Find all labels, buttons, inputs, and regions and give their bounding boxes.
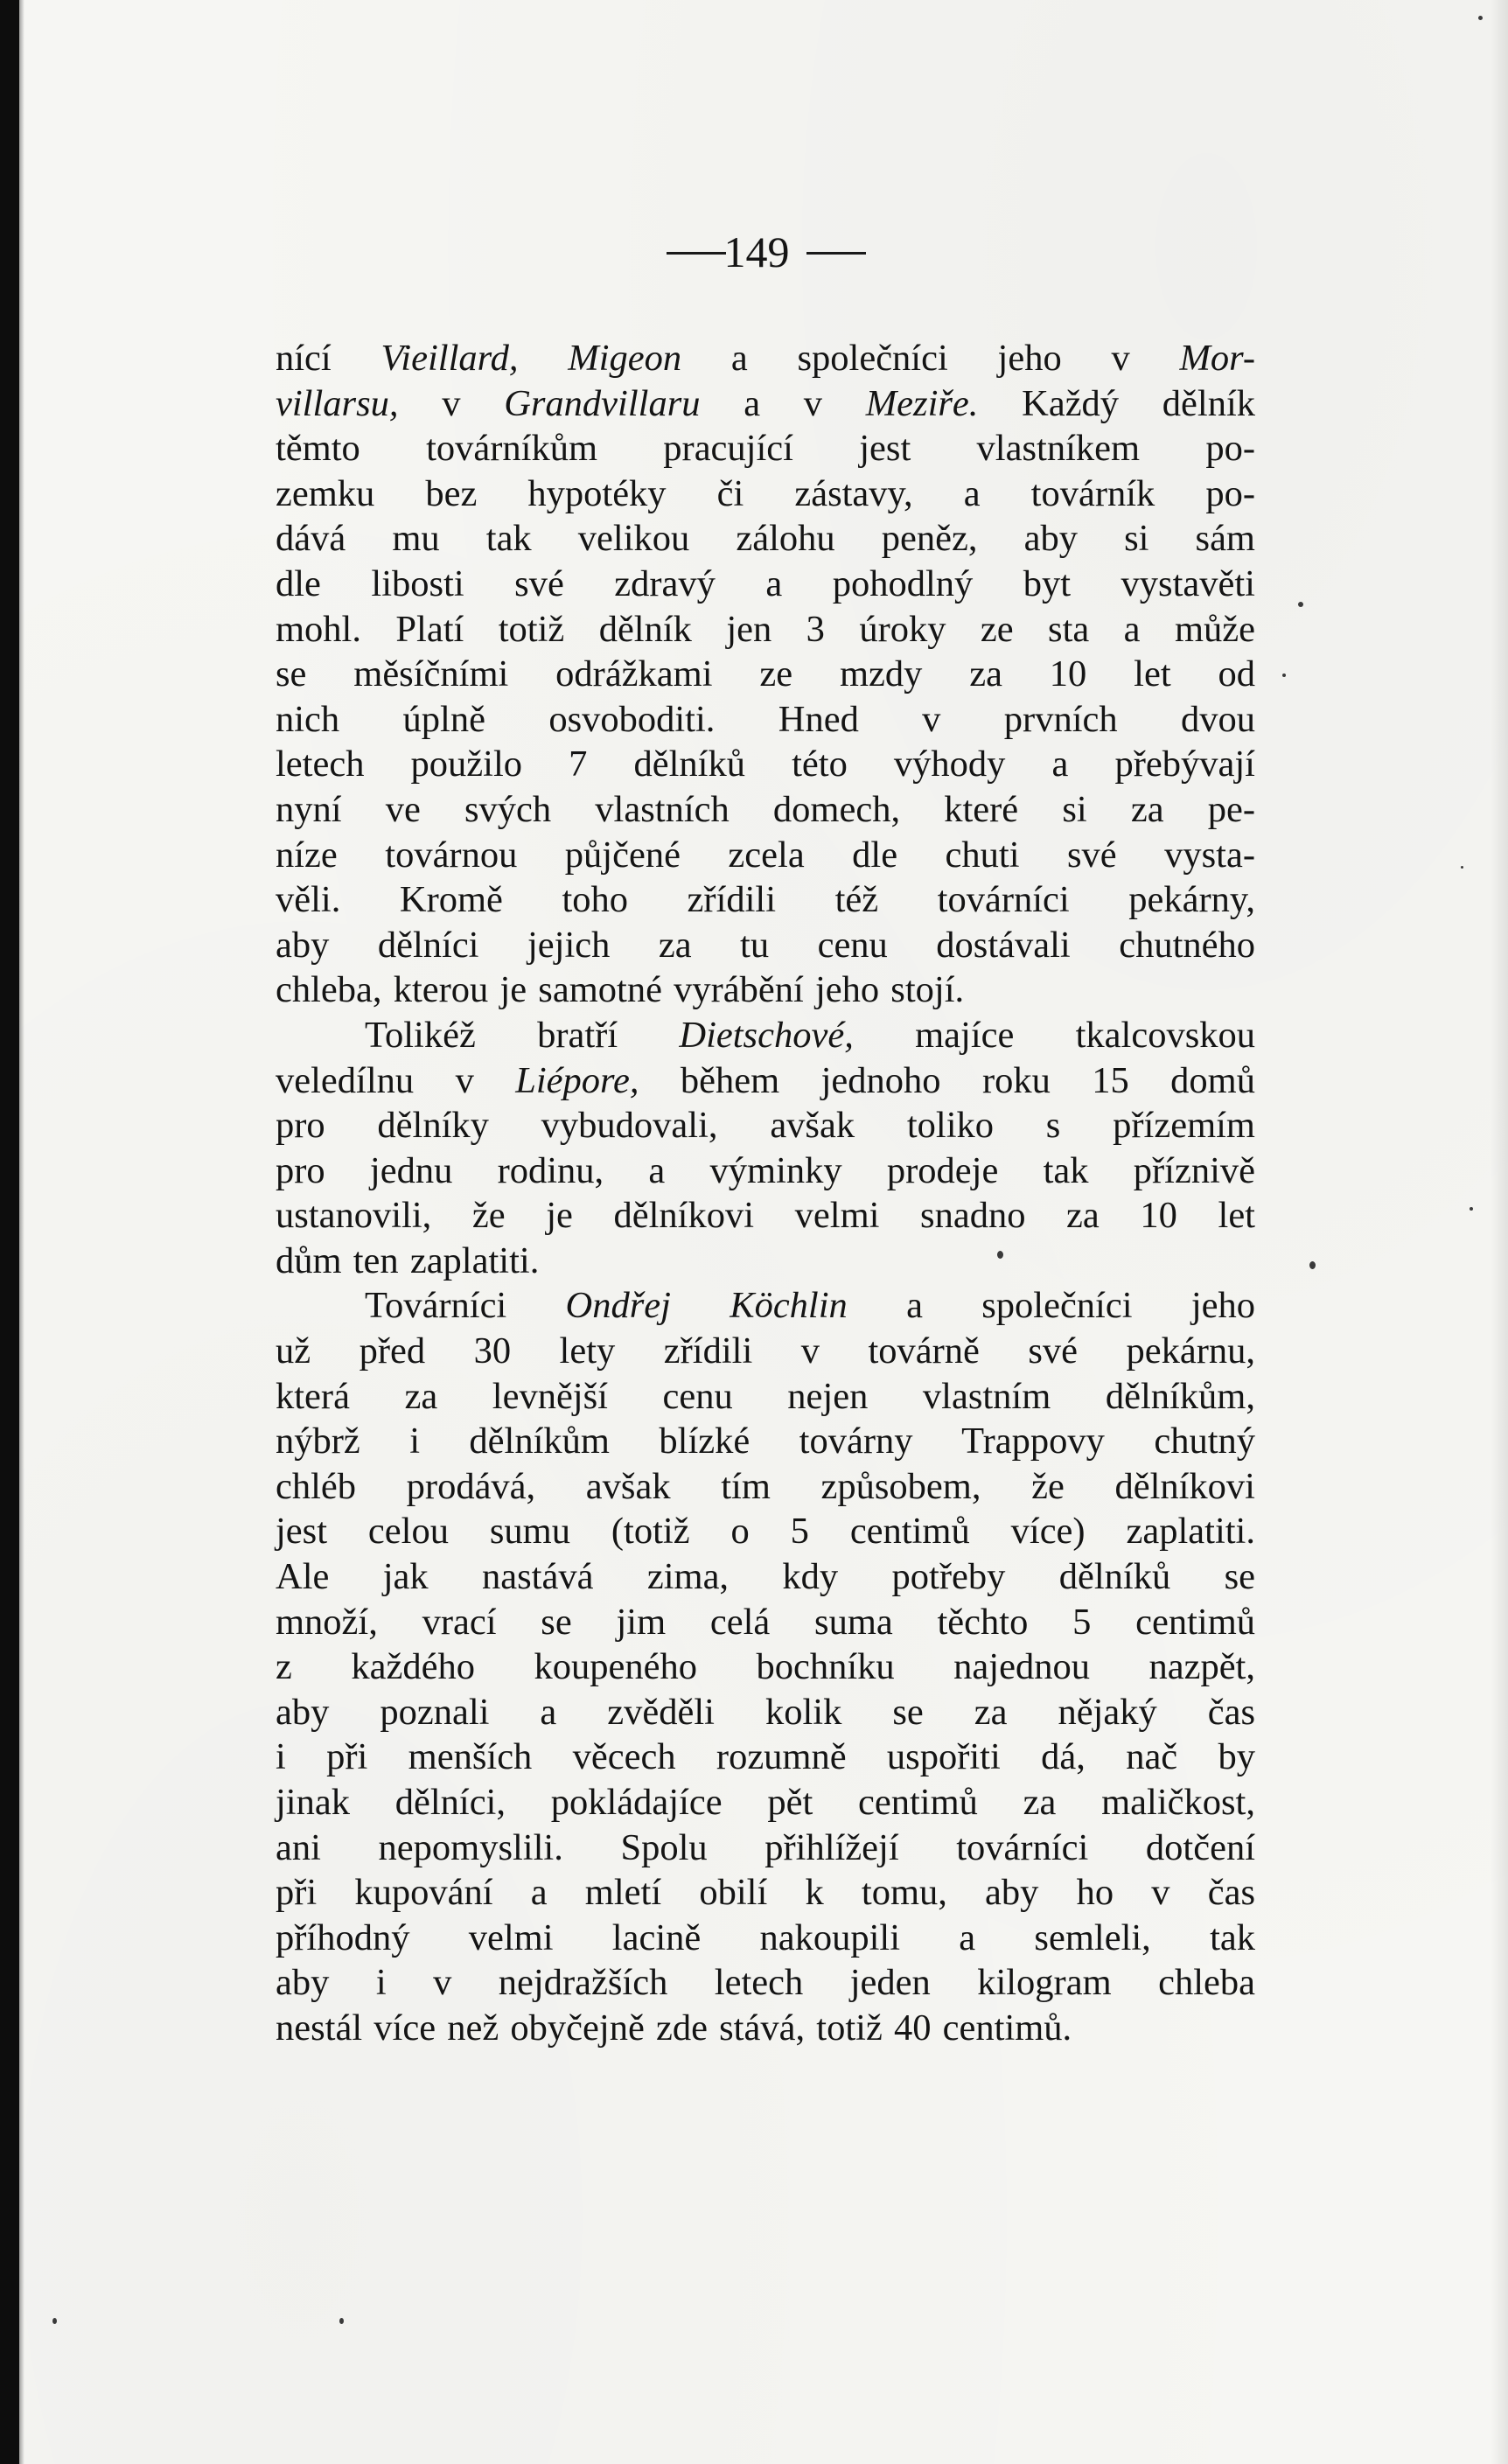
text-line [276,1283,1255,1329]
text-segment: ani nepomyslili. Spolu přihlížejí továrníci dotčení [276,1826,1255,1868]
text-line [276,1916,1255,1961]
italic-name: Liépore, [515,1059,639,1101]
ink-speck [339,2318,344,2324]
text-segment: v [398,382,505,424]
text-line [276,1735,1255,1780]
page-number: 149 [723,227,790,276]
text-segment: pro dělníky vybudovali, avšak toliko s přízemím [276,1105,1255,1147]
text-segment: dle libosti své zdravý a pohodlný byt vystavěti [276,562,1255,604]
text-segment: mohl. Platí totiž dělník jen 3 úroky ze sta a může [276,608,1255,650]
text-segment: během jednoho roku 15 domů [639,1059,1255,1101]
text-segment: už před 30 lety zřídili v továrně své pekárnu, [276,1330,1255,1372]
text-line [276,1644,1255,1690]
text-segment: veledílnu v [276,1059,516,1101]
text-line [276,833,1255,878]
text-line [276,1690,1255,1735]
text-line [276,1419,1255,1464]
italic-name: Dietschové, [679,1014,854,1056]
text-line [276,1870,1255,1916]
text-segment: letech použilo 7 dělníků této výhody a přebývají [276,743,1255,785]
text-segment: chléb prodává, avšak tím způsobem, že dělníkovi [276,1465,1255,1507]
text-segment: chleba, kterou je samotné vyrábění jeho stojí. [276,969,965,1011]
text-line [276,1374,1255,1420]
text-segment: Továrníci [365,1285,566,1327]
text-line [276,697,1255,743]
ink-speck [1470,1207,1473,1211]
italic-name: Vieillard, [380,338,519,379]
text-line [276,877,1255,923]
text-segment: množí, vrací se jim celá suma těchto 5 centimů [276,1601,1255,1643]
italic-name: Mor- [1179,338,1255,379]
text-segment: těmto továrníkům pracující jest vlastníkem po- [276,428,1255,470]
ink-speck [52,2318,57,2324]
body-text [276,336,1255,2051]
text-line [276,471,1255,517]
text-segment: nestál více než obyčejně zde stává, totiž 40 centimů. [276,2007,1072,2049]
text-line [276,923,1255,968]
text-line [276,381,1255,427]
text-segment: níze továrnou půjčené zcela dle chuti své vysta- [276,834,1255,876]
text-line [276,1825,1255,1871]
header-dash-right [806,252,866,255]
text-segment: věli. Kromě toho zřídili též továrníci pekárny, [276,879,1255,921]
text-segment: nící [276,338,381,379]
text-segment: příhodný velmi lacině nakoupili a semleli, tak [276,1916,1255,1958]
page-edge-shadow [1491,0,1508,2464]
text-segment: Tolikéž bratří [365,1014,680,1056]
text-line [276,1239,1255,1284]
ink-speck [1309,1261,1316,1269]
text-line [276,1960,1255,2006]
text-segment: z každého koupeného bochníku najednou nazpět, [276,1646,1255,1688]
text-line [276,1148,1255,1194]
text-segment: a společníci jeho [847,1285,1255,1327]
ink-speck [1461,866,1463,869]
text-line [276,967,1255,1013]
text-segment: i při menších věcech rozumně uspořiti dá, nač by [276,1736,1255,1778]
text-segment: Ale jak nastává zima, kdy potřeby dělníků se [276,1556,1255,1598]
text-segment: aby dělníci jejich za tu cenu dostávali chutného [276,924,1255,966]
text-segment: která za levnější cenu nejen vlastním dělníkům, [276,1375,1255,1417]
text-segment: ustanovili, že je dělníkovi velmi snadno za 10 let [276,1195,1255,1237]
book-spine-edge [0,0,19,2464]
italic-name: Meziře. [865,382,979,424]
text-segment: nich úplně osvoboditi. Hned v prvních dvou [276,698,1255,740]
ink-speck [1478,16,1483,20]
text-segment: pro jednu rodinu, a výminky prodeje tak příznivě [276,1149,1255,1191]
text-line [276,562,1255,607]
italic-name: Migeon [568,338,682,379]
text-segment: aby poznali a zvěděli kolik se za nějaký čas [276,1691,1255,1733]
text-line [276,336,1255,381]
text-line [276,1013,1255,1058]
text-line [276,1464,1255,1510]
italic-name: Grandvillaru [504,382,701,424]
text-line [276,1058,1255,1104]
text-line [276,2006,1255,2051]
text-segment: a v [700,382,866,424]
ink-speck [1298,602,1303,607]
text-line [276,1780,1255,1825]
text-segment: se měsíčními odrážkami ze mzdy za 10 let od [276,653,1255,695]
text-segment: majíce tkalcovskou [853,1014,1255,1056]
text-line [276,787,1255,833]
italic-name: Ondřej Köchlin [565,1285,848,1327]
text-line [276,1509,1255,1554]
text-line [276,742,1255,787]
page-header [0,226,1508,278]
ink-speck [1282,674,1286,677]
text-segment: nyní ve svých vlastních domech, které si za pe- [276,788,1255,830]
text-line [276,607,1255,653]
text-segment: Každý dělník [978,382,1256,424]
text-segment: při kupování a mletí obilí k tomu, aby ho v čas [276,1872,1255,1914]
text-segment: jest celou sumu (totiž o 5 centimů více) zaplatiti. [276,1511,1255,1553]
spine-shadow [19,0,24,2464]
text-line [276,1193,1255,1239]
text-segment: nýbrž i dělníkům blízké továrny Trappovy chutný [276,1420,1255,1462]
text-line [276,1329,1255,1374]
italic-name: villarsu, [276,382,399,424]
text-line [276,516,1255,562]
text-line [276,1600,1255,1645]
text-line [276,426,1255,471]
text-segment [519,338,569,379]
text-line [276,1103,1255,1148]
text-line [276,1554,1255,1600]
text-segment: dává mu tak velikou zálohu peněz, aby si sám [276,518,1255,560]
text-segment: jinak dělníci, pokládajíce pět centimů za maličkost, [276,1782,1255,1823]
text-line [276,652,1255,697]
text-segment: a společníci jeho v [681,338,1180,379]
text-segment: dům ten zaplatiti. [276,1239,540,1281]
text-segment: aby i v nejdražších letech jeden kilogram chleba [276,1962,1255,2004]
text-segment: zemku bez hypotéky či zástavy, a továrník po- [276,472,1255,514]
